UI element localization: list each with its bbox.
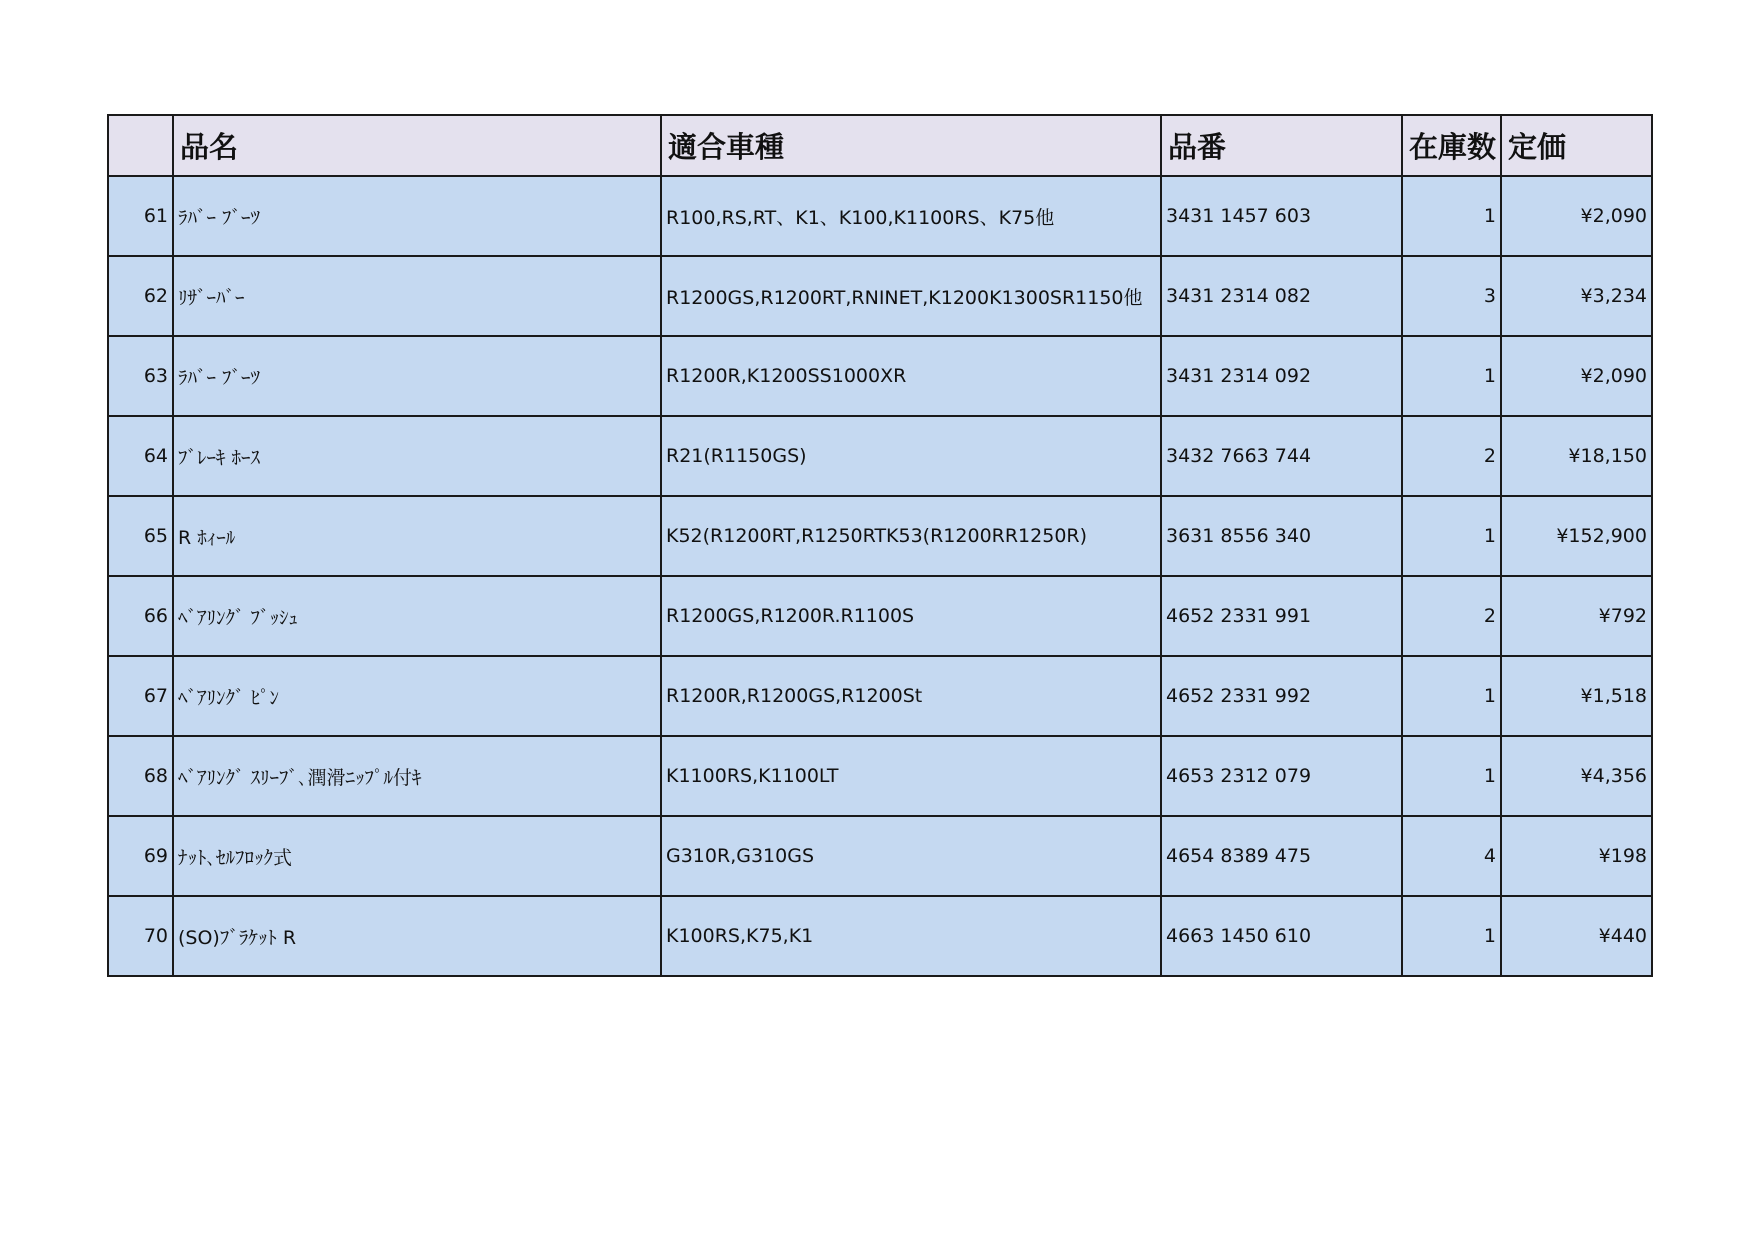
part-number: 3631 8556 340 bbox=[1161, 496, 1402, 576]
list-price: ¥198 bbox=[1501, 816, 1652, 896]
stock-count: 1 bbox=[1402, 336, 1501, 416]
compatible-models: R21(R1150GS) bbox=[661, 416, 1161, 496]
list-price: ¥2,090 bbox=[1501, 176, 1652, 256]
header-stock: 在庫数 bbox=[1402, 115, 1501, 176]
header-part-no: 品番 bbox=[1161, 115, 1402, 176]
stock-count: 1 bbox=[1402, 176, 1501, 256]
table-row bbox=[108, 656, 1652, 736]
row-number: 66 bbox=[108, 576, 173, 656]
item-name: ﾘｻﾞｰﾊﾞｰ bbox=[173, 256, 661, 336]
table-row bbox=[108, 736, 1652, 816]
item-name: ﾍﾞｱﾘﾝｸﾞ ﾌﾞｯｼｭ bbox=[173, 576, 661, 656]
compatible-models: K1100RS,K1100LT bbox=[661, 736, 1161, 816]
item-name: ﾌﾞﾚｰｷ ﾎｰｽ bbox=[173, 416, 661, 496]
list-price: ¥152,900 bbox=[1501, 496, 1652, 576]
part-number: 3432 7663 744 bbox=[1161, 416, 1402, 496]
header-price: 定価 bbox=[1501, 115, 1652, 176]
row-number: 68 bbox=[108, 736, 173, 816]
table-row bbox=[108, 896, 1652, 976]
parts-sheet bbox=[107, 114, 1651, 977]
list-price: ¥792 bbox=[1501, 576, 1652, 656]
stock-count: 4 bbox=[1402, 816, 1501, 896]
table-row bbox=[108, 416, 1652, 496]
stock-count: 1 bbox=[1402, 736, 1501, 816]
compatible-models: R1200R,K1200SS1000XR bbox=[661, 336, 1161, 416]
compatible-models: K52(R1200RT,R1250RTK53(R1200RR1250R) bbox=[661, 496, 1161, 576]
stock-count: 3 bbox=[1402, 256, 1501, 336]
part-number: 3431 1457 603 bbox=[1161, 176, 1402, 256]
part-number: 3431 2314 092 bbox=[1161, 336, 1402, 416]
parts-table bbox=[107, 114, 1653, 977]
compatible-models: R1200R,R1200GS,R1200St bbox=[661, 656, 1161, 736]
item-name: ﾍﾞｱﾘﾝｸﾞ ｽﾘｰﾌﾞ､潤滑ﾆｯﾌﾟﾙ付ｷ bbox=[173, 736, 661, 816]
row-number: 63 bbox=[108, 336, 173, 416]
table-body bbox=[108, 176, 1652, 976]
stock-count: 1 bbox=[1402, 896, 1501, 976]
list-price: ¥3,234 bbox=[1501, 256, 1652, 336]
table-row bbox=[108, 176, 1652, 256]
item-name: ﾍﾞｱﾘﾝｸﾞ ﾋﾟﾝ bbox=[173, 656, 661, 736]
item-name: (SO)ﾌﾞﾗｹｯﾄ R bbox=[173, 896, 661, 976]
header-no bbox=[108, 115, 173, 176]
item-name: ﾗﾊﾞｰ ﾌﾞｰﾂ bbox=[173, 336, 661, 416]
row-number: 67 bbox=[108, 656, 173, 736]
list-price: ¥440 bbox=[1501, 896, 1652, 976]
list-price: ¥2,090 bbox=[1501, 336, 1652, 416]
stock-count: 2 bbox=[1402, 576, 1501, 656]
compatible-models: R1200GS,R1200RT,RNINET,K1200K1300SR1150他 bbox=[661, 256, 1161, 336]
table-row bbox=[108, 256, 1652, 336]
part-number: 4653 2312 079 bbox=[1161, 736, 1402, 816]
header-row bbox=[108, 115, 1652, 176]
row-number: 62 bbox=[108, 256, 173, 336]
table-row bbox=[108, 576, 1652, 656]
list-price: ¥4,356 bbox=[1501, 736, 1652, 816]
row-number: 64 bbox=[108, 416, 173, 496]
table-row bbox=[108, 336, 1652, 416]
row-number: 69 bbox=[108, 816, 173, 896]
part-number: 4654 8389 475 bbox=[1161, 816, 1402, 896]
part-number: 4663 1450 610 bbox=[1161, 896, 1402, 976]
item-name: R ﾎｨｰﾙ bbox=[173, 496, 661, 576]
item-name: ﾗﾊﾞｰ ﾌﾞｰﾂ bbox=[173, 176, 661, 256]
part-number: 3431 2314 082 bbox=[1161, 256, 1402, 336]
header-name: 品名 bbox=[173, 115, 661, 176]
list-price: ¥18,150 bbox=[1501, 416, 1652, 496]
stock-count: 2 bbox=[1402, 416, 1501, 496]
item-name: ﾅｯﾄ､ｾﾙﾌﾛｯｸ式 bbox=[173, 816, 661, 896]
stock-count: 1 bbox=[1402, 656, 1501, 736]
compatible-models: R100,RS,RT、K1、K100,K1100RS、K75他 bbox=[661, 176, 1161, 256]
row-number: 61 bbox=[108, 176, 173, 256]
compatible-models: G310R,G310GS bbox=[661, 816, 1161, 896]
compatible-models: K100RS,K75,K1 bbox=[661, 896, 1161, 976]
row-number: 70 bbox=[108, 896, 173, 976]
table-row bbox=[108, 496, 1652, 576]
list-price: ¥1,518 bbox=[1501, 656, 1652, 736]
table-row bbox=[108, 816, 1652, 896]
stock-count: 1 bbox=[1402, 496, 1501, 576]
part-number: 4652 2331 991 bbox=[1161, 576, 1402, 656]
part-number: 4652 2331 992 bbox=[1161, 656, 1402, 736]
compatible-models: R1200GS,R1200R.R1100S bbox=[661, 576, 1161, 656]
table-header bbox=[108, 115, 1652, 176]
header-models: 適合車種 bbox=[661, 115, 1161, 176]
row-number: 65 bbox=[108, 496, 173, 576]
